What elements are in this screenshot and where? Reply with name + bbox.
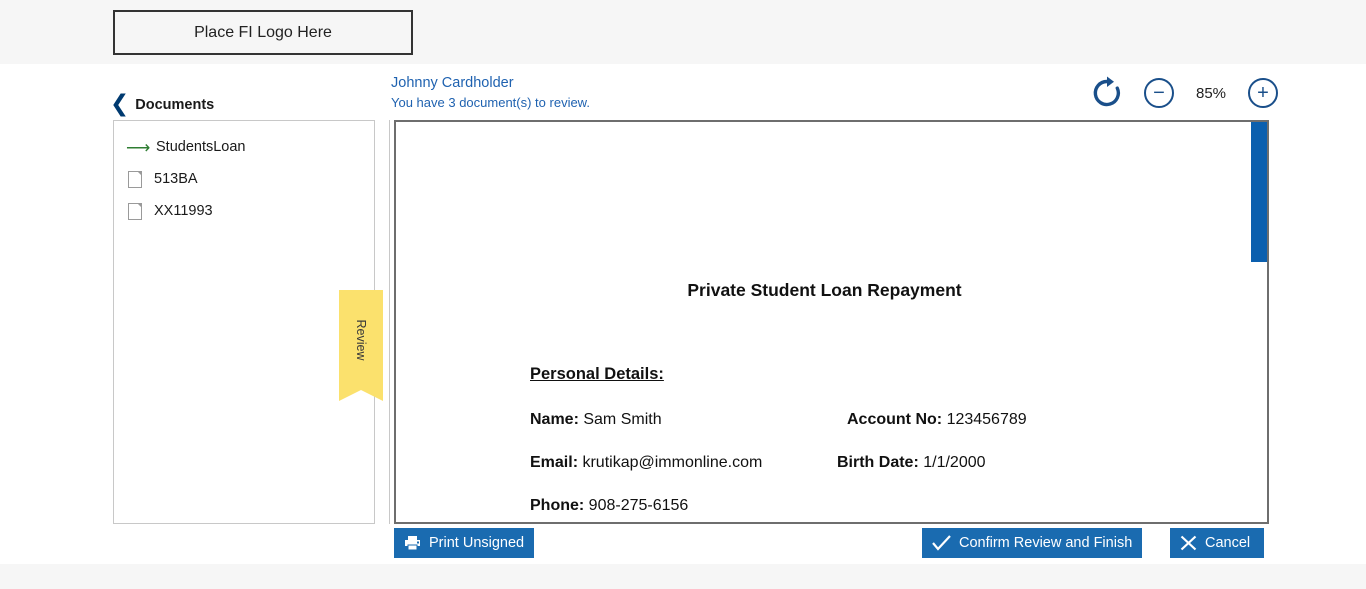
document-name: XX11993	[154, 203, 213, 219]
check-icon	[932, 535, 951, 551]
zoom-in-label: +	[1257, 82, 1269, 104]
field-name-label: Name:	[530, 411, 579, 428]
main-content	[0, 64, 1366, 564]
zoom-out-label: −	[1153, 82, 1165, 104]
field-email-value: krutikap@immonline.com	[582, 454, 763, 471]
print-unsigned-label: Print Unsigned	[429, 535, 525, 551]
field-phone	[530, 497, 688, 515]
cardholder-name: Johnny Cardholder	[391, 75, 514, 91]
field-birth-date-value: 1/1/2000	[923, 454, 986, 471]
back-to-documents-label: Documents	[135, 96, 215, 113]
fi-logo-placeholder	[113, 10, 413, 55]
field-email	[530, 454, 762, 472]
close-icon	[1180, 535, 1197, 551]
logo-bar	[0, 0, 1366, 64]
document-name: StudentsLoan	[156, 139, 246, 155]
page-icon	[128, 203, 142, 220]
back-to-documents-link[interactable]	[110, 90, 215, 116]
list-item[interactable]	[114, 131, 374, 163]
field-name	[530, 411, 662, 429]
confirm-review-button[interactable]	[922, 528, 1142, 558]
field-phone-label: Phone:	[530, 497, 585, 514]
document-name: 513BA	[154, 171, 198, 187]
field-account-no	[847, 411, 1027, 429]
zoom-out-button[interactable]	[1144, 78, 1174, 108]
print-unsigned-button[interactable]	[394, 528, 534, 558]
fi-logo-placeholder-text: Place FI Logo Here	[194, 23, 332, 41]
field-phone-value: 908-275-6156	[588, 497, 689, 514]
zoom-in-button[interactable]	[1248, 78, 1278, 108]
page-icon	[128, 171, 142, 188]
field-account-no-value: 123456789	[946, 411, 1027, 428]
arrow-right-icon: ⟶	[126, 137, 151, 157]
personal-details-heading: Personal Details:	[530, 365, 664, 383]
field-birth-date-label: Birth Date:	[837, 454, 919, 471]
confirm-review-label: Confirm Review and Finish	[959, 535, 1133, 551]
list-item[interactable]	[114, 163, 374, 195]
printer-icon	[404, 535, 421, 551]
field-name-value: Sam Smith	[583, 411, 662, 428]
cancel-label: Cancel	[1205, 535, 1251, 551]
field-email-label: Email:	[530, 454, 579, 471]
viewer-scrollbar-thumb[interactable]	[1251, 122, 1267, 262]
zoom-controls	[1090, 76, 1278, 110]
refresh-icon[interactable]	[1090, 76, 1124, 110]
review-flag[interactable]	[339, 290, 383, 390]
list-item[interactable]	[114, 195, 374, 227]
document-title: Private Student Loan Repayment	[687, 280, 962, 300]
viewer-scrollbar[interactable]	[1251, 122, 1267, 522]
document-list	[113, 120, 375, 524]
document-header	[391, 73, 951, 113]
field-birth-date	[837, 454, 986, 472]
bottom-strip	[0, 564, 1366, 589]
review-flag-label: Review	[354, 319, 368, 361]
review-count-note: You have 3 document(s) to review.	[391, 95, 590, 110]
review-flag-tail	[339, 390, 383, 401]
zoom-level-value: 85%	[1195, 84, 1227, 102]
cancel-button[interactable]	[1170, 528, 1264, 558]
panel-divider	[389, 120, 390, 524]
document-page	[396, 122, 1253, 524]
document-viewer[interactable]	[394, 120, 1269, 524]
field-account-no-label: Account No:	[847, 411, 943, 428]
chevron-left-icon: ❮	[110, 90, 130, 116]
